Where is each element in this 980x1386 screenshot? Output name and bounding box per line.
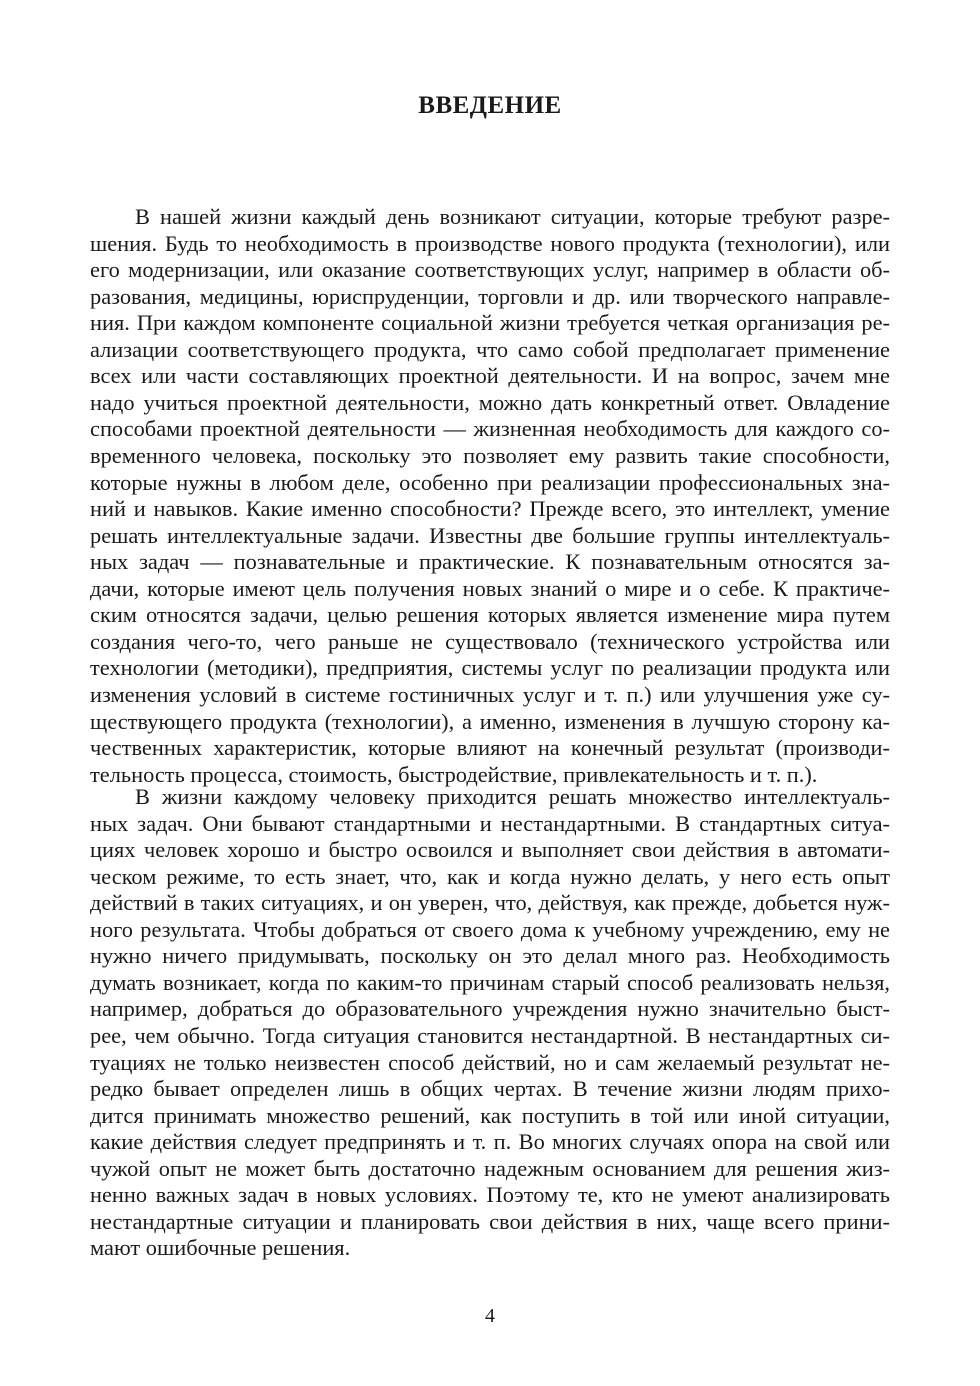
paragraph-line: ных задач. Они бывают стандартными и нестандартными. В стандартных ситуа- — [90, 810, 890, 836]
paragraph-line: мают ошибочные решения. — [90, 1235, 351, 1261]
paragraph-line: какие действия следует предпринять и т. п. Во многих случаях опора на свой или — [90, 1129, 890, 1155]
page-number: 4 — [485, 1305, 495, 1327]
paragraph-line: ного результата. Чтобы добраться от своего дома к учебному учреждению, ему не — [90, 916, 890, 942]
paragraph-line: действий в таких ситуациях, и он уверен, что, действуя, как прежде, добьется нуж- — [90, 890, 890, 916]
paragraph-line: циях человек хорошо и быстро освоился и выполняет свои действия в автомати- — [90, 837, 890, 863]
paragraph-line: ных задач — познавательные и практические. К познавательным относятся за- — [90, 549, 890, 575]
paragraph-line: думать возникает, когда по каким-то причинам старый способ реализовать нельзя, — [90, 969, 890, 995]
paragraph-line: В нашей жизни каждый день возникают ситуации, которые требуют разре- — [135, 204, 890, 229]
paragraph-line: редко бывает определен лишь в общих чертах. В течение жизни людям прихо- — [90, 1076, 890, 1101]
paragraph-line: шения. Будь то необходимость в производстве нового продукта (технологии), или — [90, 230, 890, 256]
paragraph-line: например, добраться до образовательного учреждения нужно значительно быст- — [90, 996, 890, 1022]
paragraph-line: ским относятся задачи, целью решения которых является изменение мира путем — [90, 602, 890, 628]
paragraph-line: нестандартные ситуации и планировать свои действия в них, чаще всего прини- — [90, 1208, 890, 1234]
paragraph-line: ческом режиме, то есть знает, что, как и когда нужно делать, у него есть опыт — [90, 863, 890, 889]
paragraph-line: ализации соответствующего продукта, что само собой предполагает применение — [90, 336, 890, 362]
paragraph-line: технологии (методики), предприятия, системы услуг по реализации продукта или — [90, 655, 890, 681]
paragraph-line: разования, медицины, юриспруденции, торговли и др. или творческого направле- — [90, 283, 890, 309]
paragraph-line: дачи, которые имеют цель получения новых знаний о мире и о себе. К практиче- — [90, 575, 890, 601]
paragraph-line: способами проектной деятельности — жизненная необходимость для каждого со- — [90, 416, 890, 442]
paragraph-line: его модернизации, или оказание соответствующих услуг, например в области об- — [90, 257, 890, 283]
paragraph-line: которые нужны в любом деле, особенно при реализации профессиональных зна- — [90, 469, 890, 495]
paragraph-line: ний и навыков. Какие именно способности? Прежде всего, это интеллект, умение — [90, 496, 890, 522]
paragraph-line: изменения условий в системе гостиничных услуг и т. п.) или улучшения уже су- — [90, 681, 890, 707]
paragraph-line: чужой опыт не может быть достаточно надежным основанием для решения жиз- — [90, 1155, 890, 1181]
paragraph-line: надо учиться проектной деятельности, можно дать конкретный ответ. Овладение — [90, 389, 890, 415]
paragraph-line: временного человека, поскольку это позволяет ему развить такие способности, — [90, 443, 890, 468]
paragraph-line: ния. При каждом компоненте социальной жизни требуется четкая организация ре- — [90, 310, 890, 336]
page-title: ВВЕДЕНИЕ — [418, 92, 562, 119]
paragraph-line: рее, чем обычно. Тогда ситуация становится нестандартной. В нестандартных си- — [90, 1023, 890, 1048]
paragraph-line: решать интеллектуальные задачи. Известны две большие группы интеллектуаль- — [90, 522, 890, 548]
paragraph-line: дится принимать множество решений, как поступить в той или иной ситуации, — [90, 1102, 890, 1128]
paragraph-line: всех или части составляющих проектной деятельности. И на вопрос, зачем мне — [90, 363, 890, 389]
paragraph-line: создания чего-то, чего раньше не существовало (технического устройства или — [90, 628, 890, 654]
paragraph-line: тельность процесса, стоимость, быстродействие, привлекательность и т. п.). — [90, 761, 818, 787]
paragraph-line: туациях не только неизвестен способ действий, но и сам желаемый результат не- — [90, 1049, 890, 1075]
paragraph-line: ненно важных задач в новых условиях. Поэтому те, кто не умеют анализировать — [90, 1182, 890, 1208]
paragraph-line: В жизни каждому человеку приходится решать множество интеллектуаль- — [135, 784, 890, 809]
paragraph-line: нужно ничего придумывать, поскольку он это делал много раз. Необходимость — [90, 943, 890, 969]
paragraph-line: ществующего продукта (технологии), а именно, изменения в лучшую сторону ка- — [90, 708, 890, 734]
paragraph-line: чественных характеристик, которые влияют на конечный результат (производи- — [90, 735, 890, 760]
